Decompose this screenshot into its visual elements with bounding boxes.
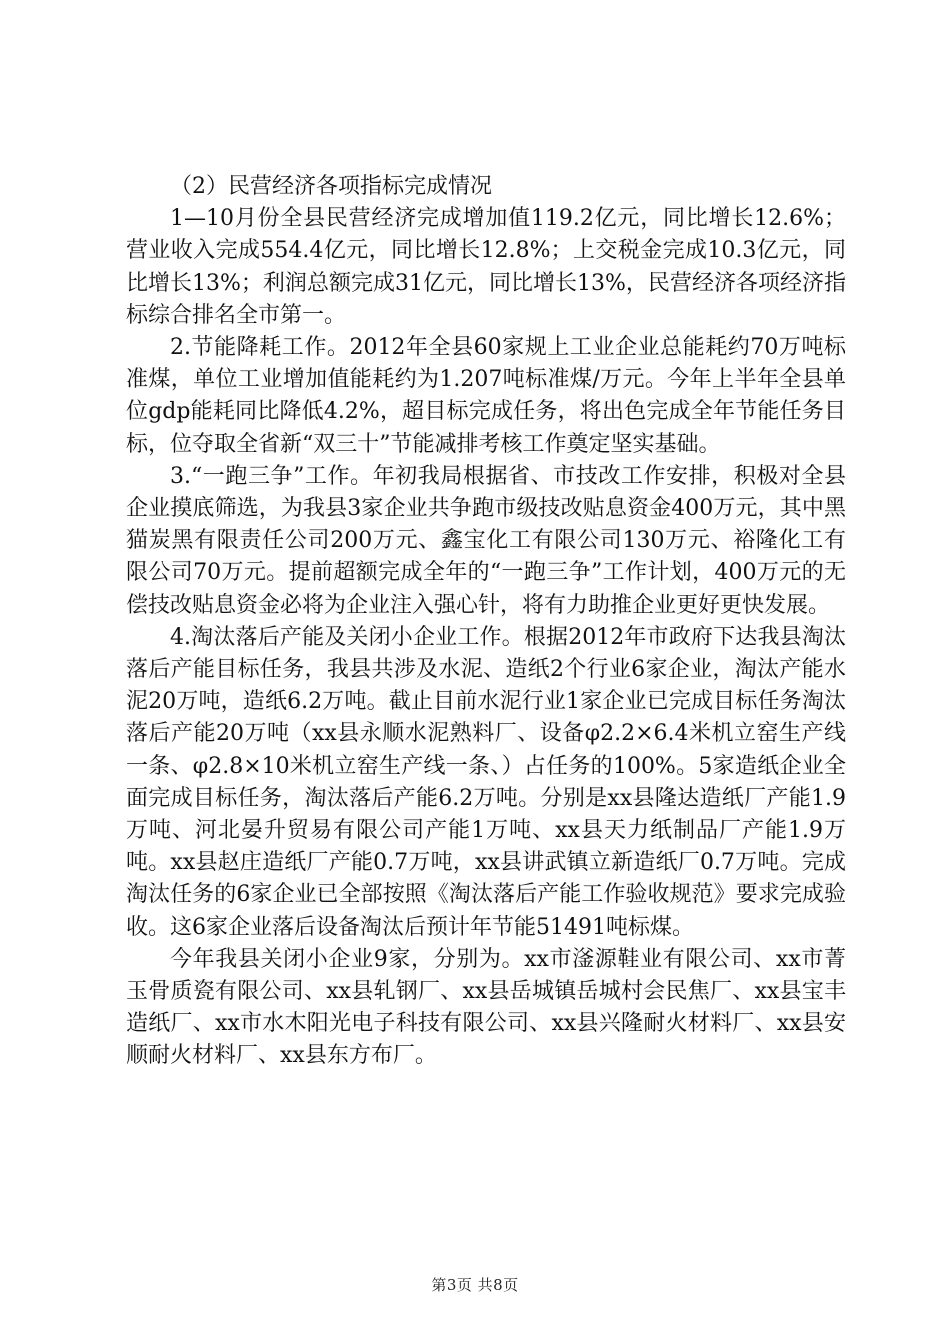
document-body bbox=[126, 171, 846, 1073]
paragraph-eliminate-capacity: 4.淘汰落后产能及关闭小企业工作。根据2012年市政府下达我县淘汰落后产能目标任务，我县共涉及水泥、造纸2个行业6家企业，淘汰产能水泥20万吨，造纸6.2万吨。截止目前水泥行业1家企业已完成目标任务淘汰落后产能20万吨（xx县永顺水泥熟料厂、设备φ2.2×6.4米机立窑生产线一条、φ2.8×10米机立窑生产线一条、）占任务的100%。5家造纸企业全面完成目标任务，淘汰落后产能6.2万吨。分别是xx县隆达造纸厂产能1.9万吨、河北晏升贸易有限公司产能1万吨、xx县天力纸制品厂产能1.9万吨。xx县赵庄造纸厂产能0.7万吨，xx县讲武镇立新造纸厂0.7万吨。完成淘汰任务的6家企业已全部按照《淘汰落后产能工作验收规范》要求完成验收。这6家企业落后设备淘汰后预计年节能51491吨标煤。 bbox=[126, 624, 846, 940]
paragraph-private-economy: 1—10月份全县民营经济完成增加值119.2亿元，同比增长12.6%；营业收入完成554.4亿元，同比增长12.8%；上交税金完成10.3亿元，同比增长13%；利润总额完成31亿元，同比增长13%，民营经济各项经济指标综合排名全市第一。 bbox=[126, 206, 846, 328]
paragraph-one-run-three-compete: 3.“一跑三争”工作。年初我局根据省、市技改工作安排，积极对全县企业摸底筛选，为我县3家企业共争跑市级技改贴息资金400万元，其中黑猫炭黑有限责任公司200万元、鑫宝化工有限公司130万元、裕隆化工有限公司70万元。提前超额完成全年的“一跑三争”工作计划，400万元的无偿技改贴息资金必将为企业注入强心针，将有力助推企业更好更快发展。 bbox=[126, 463, 846, 618]
paragraph-closed-enterprises: 今年我县关闭小企业9家，分别为。xx市滏源鞋业有限公司、xx市菁玉骨质瓷有限公司、xx县轧钢厂、xx县岳城镇岳城村会民焦厂、xx县宝丰造纸厂、xx市水木阳光电子科技有限公司、xx县兴隆耐火材料厂、xx县安顺耐火材料厂、xx县东方布厂。 bbox=[126, 946, 846, 1069]
section-heading: （2）民营经济各项指标完成情况 bbox=[170, 174, 492, 199]
page-footer: 第3页 共8页 bbox=[431, 1276, 519, 1294]
paragraph-energy-saving: 2.节能降耗工作。2012年全县60家规上工业企业总能耗约70万吨标准煤，单位工业增加值能耗约为1.207吨标准煤/万元。今年上半年全县单位gdp能耗同比降低4.2%，超目标完成任务，将出色完成全年节能任务目标，位夺取全省新“双三十”节能减排考核工作奠定坚实基础。 bbox=[126, 335, 846, 457]
